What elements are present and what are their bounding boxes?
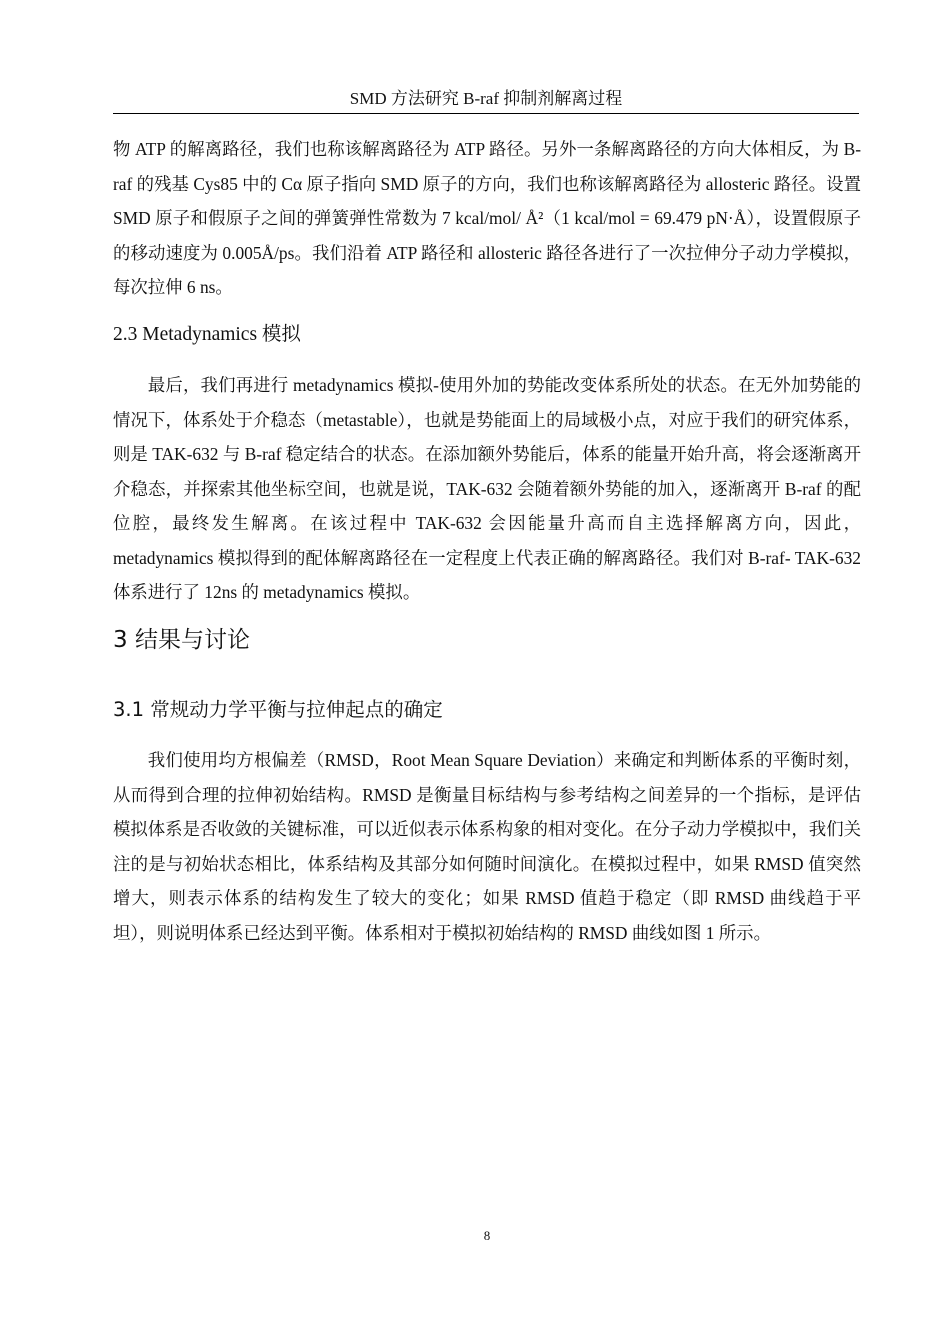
header-rule [113,113,859,114]
paragraph-metadynamics: 最后，我们再进行 metadynamics 模拟-使用外加的势能改变体系所处的状态。在无外加势能的情况下，体系处于介稳态（metastable），也就是势能面上的局域极小点，对应于我们的研究体系，则是 TAK-632 与 B-raf 稳定结合的状态。在添加额外势能后，体系的能量开始升高，将会逐渐离开介稳态，并探索其他坐标空间，也就是说，TAK-632 会随着额外势能的加入，逐渐离开 B-raf 的配位腔，最终发生解离。在该过程中 TAK-632 会因能量升高而自主选择解离方向，因此，metadynamics 模拟得到的配体解离路径在一定程度上代表正确的解离路径。我们对 B-raf- TAK-632 体系进行了 12ns 的 metadynamics 模拟。 [113,375,861,602]
section-heading-2-3: 2.3 Metadynamics 模拟 [113,324,301,345]
paragraph-rmsd: 我们使用均方根偏差（RMSD，Root Mean Square Deviation）来确定和判断体系的平衡时刻，从而得到合理的拉伸初始结构。RMSD 是衡量目标结构与参考结构之间差异的一个指标，是评估模拟体系是否收敛的关键标准，可以近似表示体系构象的相对变化。在分子动力学模拟中，我们关注的是与初始状态相比，体系结构及其部分如何随时间演化。在模拟过程中，如果 RMSD 值突然增大，则表示体系的结构发生了较大的变化；如果 RMSD 值趋于稳定（即 RMSD 曲线趋于平坦），则说明体系已经达到平衡。体系相对于模拟初始结构的 RMSD 曲线如图 1 所示。 [113,750,861,943]
section-heading-3-1: 3.1 常规动力学平衡与拉伸起点的确定 [113,698,443,721]
running-header: SMD 方法研究 B-raf 抑制剂解离过程 [349,89,623,108]
paragraph-smd-path: 物 ATP 的解离路径，我们也称该解离路径为 ATP 路径。另外一条解离路径的方向大体相反，为 B-raf 的残基 Cys85 中的 Cα 原子指向 SMD 原子的方向，我们也称该解离路径为 allosteric 路径。设置 SMD 原子和假原子之间的弹簧弹性常数为 7 kcal/mol/ Å²（1 kcal/mol = 69.479 pN·Å），设置假原子的移动速度为 0.005Å/ps。我们沿着 ATP 路径和 allosteric 路径各进行了一次拉伸分子动力学模拟，每次拉伸 6 ns。 [113,139,861,297]
section-heading-3: 3 结果与讨论 [113,627,250,653]
page-number: 8 [483,1228,491,1243]
